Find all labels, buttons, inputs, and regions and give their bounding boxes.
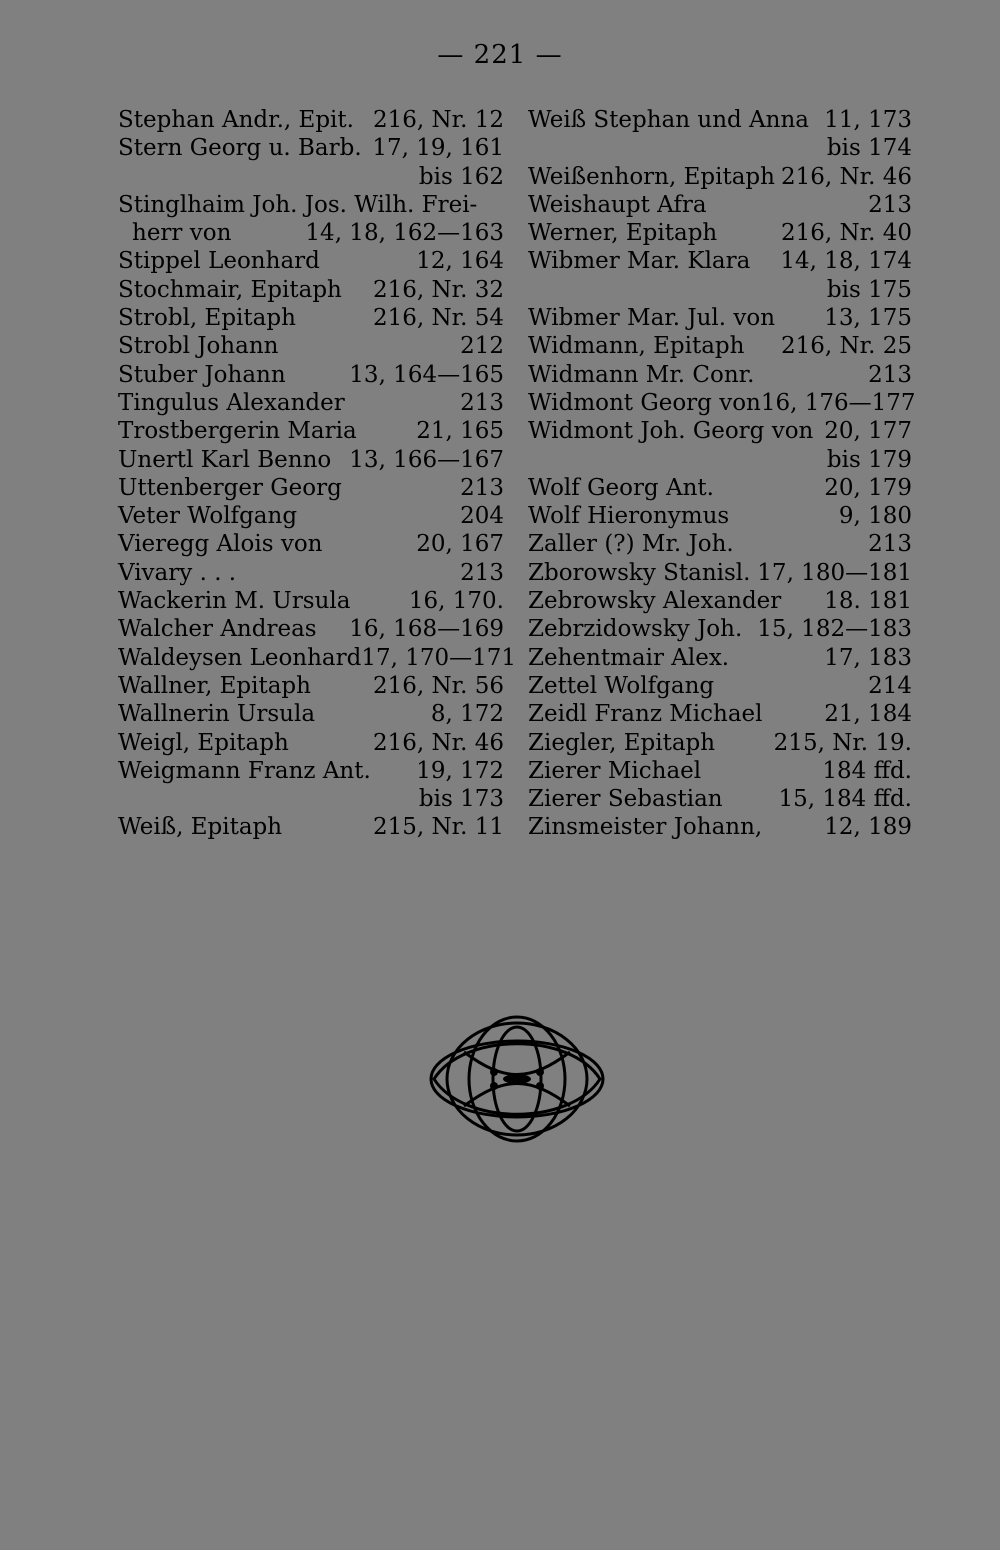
index-entry xyxy=(118,559,504,587)
index-entry xyxy=(528,502,912,530)
entry-page-ref: 13, 166—167 xyxy=(349,446,504,473)
entry-name xyxy=(528,446,542,474)
entry-name: Widmann, Epitaph xyxy=(528,333,745,360)
entry-page-ref: bis 173 xyxy=(418,786,504,813)
index-entry xyxy=(528,757,912,785)
entry-page-ref: bis 162 xyxy=(418,163,504,190)
entry-page-ref: 14, 18, 174 xyxy=(780,248,912,275)
index-entry xyxy=(118,502,504,530)
entry-name: Werner, Epitaph xyxy=(528,220,718,247)
entry-name: Trostbergerin Maria xyxy=(118,418,357,445)
entry-page-ref: 216, Nr. 46 xyxy=(780,163,912,190)
entry-page-ref: 17, 183 xyxy=(824,644,912,671)
index-column-left xyxy=(118,106,517,842)
entry-page-ref: 213 xyxy=(868,361,912,388)
index-entry xyxy=(118,389,504,417)
index-entry xyxy=(528,389,916,417)
entry-name: Weigl, Epitaph xyxy=(118,729,289,756)
index-entry xyxy=(118,106,504,134)
entry-name: Ziegler, Epitaph xyxy=(528,729,716,756)
index-entry xyxy=(528,163,912,191)
entry-page-ref: 17, 180—181 xyxy=(757,559,912,586)
index-entry xyxy=(528,559,912,587)
entry-name: Weiß Stephan und Anna xyxy=(528,107,809,133)
index-entry xyxy=(528,474,912,502)
index-entry xyxy=(528,644,912,672)
entry-name: Wackerin M. Ursula xyxy=(118,588,351,615)
index-entry xyxy=(528,813,912,841)
entry-name xyxy=(118,785,132,813)
entry-page-ref: 21, 184 xyxy=(824,701,912,728)
index-entry xyxy=(528,247,912,275)
entry-name: Wibmer Mar. Klara xyxy=(528,248,751,275)
entry-name: Zebrzidowsky Joh. xyxy=(528,616,743,643)
index-entry xyxy=(528,700,912,728)
entry-name: Wallnerin Ursula xyxy=(118,701,316,728)
index-entry xyxy=(118,361,504,389)
index-entry xyxy=(528,417,912,445)
entry-page-ref: bis 174 xyxy=(826,135,912,162)
entry-name: Widmont Joh. Georg von xyxy=(528,418,814,445)
index-entry xyxy=(118,304,504,332)
index-entry xyxy=(528,587,912,615)
entry-page-ref: 17, 19, 161 xyxy=(372,135,504,162)
index-entry xyxy=(528,530,912,558)
entry-page-ref: 8, 172 xyxy=(430,701,504,728)
entry-name: Uttenberger Georg xyxy=(118,474,342,501)
index-entry xyxy=(118,700,504,728)
entry-name: Weiß, Epitaph xyxy=(118,814,283,841)
entry-name: Stephan Andr., Epit. xyxy=(118,107,354,133)
entry-page-ref: 16, 170. xyxy=(408,588,504,615)
entry-name: Tingulus Alexander xyxy=(118,389,345,416)
entry-page-ref: 213 xyxy=(460,559,504,586)
index-entry xyxy=(528,106,912,134)
entry-name: Wolf Georg Ant. xyxy=(528,474,714,501)
index-entry xyxy=(528,785,912,813)
entry-page-ref: 216, Nr. 40 xyxy=(780,220,912,247)
index-column-right xyxy=(528,106,916,842)
entry-page-ref: 204 xyxy=(460,503,504,530)
entry-page-ref: 212 xyxy=(460,333,504,360)
entry-page-ref: 213 xyxy=(460,389,504,416)
entry-page-ref: 15, 182—183 xyxy=(757,616,912,643)
entry-page-ref: 216, Nr. 56 xyxy=(372,672,504,699)
entry-name: Zaller (?) Mr. Joh. xyxy=(528,531,734,558)
index-entry xyxy=(528,276,912,304)
entry-name: Walcher Andreas xyxy=(118,616,317,643)
index-entry xyxy=(528,191,912,219)
entry-page-ref: 215, Nr. 11 xyxy=(372,814,504,841)
index-entry xyxy=(118,191,504,219)
entry-name: Zebrowsky Alexander xyxy=(528,588,782,615)
entry-name: Zinsmeister Johann, xyxy=(528,814,763,841)
entry-page-ref: 214 xyxy=(868,672,912,699)
entry-name: Zierer Michael xyxy=(528,757,702,784)
entry-page-ref: 213 xyxy=(460,474,504,501)
entry-page-ref: 215, Nr. 19. xyxy=(773,729,912,756)
entry-name: Unertl Karl Benno xyxy=(118,446,332,473)
entry-page-ref: 15, 184 ffd. xyxy=(778,786,912,813)
index-entry xyxy=(118,813,504,841)
index-entry xyxy=(528,672,912,700)
index-entry xyxy=(118,729,504,757)
entry-name: Vieregg Alois von xyxy=(118,531,323,558)
entry-name: Strobl Johann xyxy=(118,333,279,360)
entry-name xyxy=(528,276,542,304)
entry-page-ref: 13, 175 xyxy=(824,305,912,332)
entry-name: Stuber Johann xyxy=(118,361,286,388)
entry-page-ref: 19, 172 xyxy=(416,757,504,784)
entry-page-ref: 16, 168—169 xyxy=(349,616,504,643)
entry-name xyxy=(528,134,542,162)
index-entry xyxy=(118,587,504,615)
entry-page-ref: 12, 189 xyxy=(824,814,912,841)
index-entry xyxy=(118,474,504,502)
entry-page-ref: 216, Nr. 46 xyxy=(372,729,504,756)
entry-name xyxy=(118,163,132,191)
index-entry xyxy=(118,219,504,247)
entry-name: Weißenhorn, Epitaph xyxy=(528,163,775,190)
index-entry xyxy=(118,134,504,162)
entry-page-ref: 216, Nr. 12 xyxy=(372,107,504,133)
entry-name: Stinglhaim Joh. Jos. Wilh. Frei- xyxy=(118,191,478,218)
entry-name: Zehentmair Alex. xyxy=(528,644,730,671)
entry-name: Wallner, Epitaph xyxy=(118,672,311,699)
entry-page-ref: 14, 18, 162—163 xyxy=(305,220,504,247)
entry-name: Weishaupt Afra xyxy=(528,191,707,218)
entry-name: Zborowsky Stanisl. xyxy=(528,559,751,586)
entry-name: Zeidl Franz Michael xyxy=(528,701,763,728)
index-entry xyxy=(528,134,912,162)
index-entry xyxy=(118,446,504,474)
entry-page-ref: 16, 176—177 xyxy=(760,389,916,416)
index-entry xyxy=(118,332,504,360)
index-entry xyxy=(528,304,912,332)
entry-page-ref: 20, 167 xyxy=(416,531,504,558)
entry-name: Strobl, Epitaph xyxy=(118,305,296,332)
index-entry xyxy=(528,729,912,757)
entry-page-ref: 213 xyxy=(868,531,912,558)
index-entry xyxy=(528,615,912,643)
entry-name: Stippel Leonhard xyxy=(118,248,320,275)
entry-name: Zettel Wolfgang xyxy=(528,672,715,699)
entry-name: Veter Wolfgang xyxy=(118,503,298,530)
entry-name: Zierer Sebastian xyxy=(528,786,723,813)
entry-name: Stern Georg u. Barb. xyxy=(118,135,362,162)
entry-page-ref: 11, 173 xyxy=(824,107,912,133)
entry-page-ref: 184 ffd. xyxy=(822,757,912,784)
index-entry xyxy=(118,530,504,558)
entry-name: herr von xyxy=(132,220,232,247)
entry-page-ref: 18. 181 xyxy=(824,588,912,615)
index-entry xyxy=(118,785,504,813)
index-entry xyxy=(118,247,504,275)
entry-name: Wibmer Mar. Jul. von xyxy=(528,305,776,332)
decorative-flourish-ornament xyxy=(424,1012,610,1146)
entry-page-ref: 216, Nr. 32 xyxy=(372,276,504,303)
index-entry xyxy=(528,446,912,474)
entry-page-ref: 216, Nr. 25 xyxy=(780,333,912,360)
index-entry xyxy=(118,163,504,191)
entry-page-ref: 213 xyxy=(868,191,912,218)
entry-page-ref: 20, 177 xyxy=(824,418,912,445)
entry-name: Widmont Georg von xyxy=(528,389,761,416)
index-entry xyxy=(528,361,912,389)
entry-page-ref: 12, 164 xyxy=(416,248,504,275)
index-entry xyxy=(118,644,517,672)
index-entry xyxy=(118,757,504,785)
entry-page-ref: bis 179 xyxy=(826,446,912,473)
entry-page-ref: 13, 164—165 xyxy=(349,361,504,388)
entry-name: Wolf Hieronymus xyxy=(528,503,730,530)
entry-page-ref: 9, 180 xyxy=(838,503,912,530)
entry-page-ref: bis 175 xyxy=(826,276,912,303)
index-entry xyxy=(118,417,504,445)
page-number: — 221 — xyxy=(437,40,563,70)
index-entry xyxy=(528,219,912,247)
entry-name: Vivary . . . xyxy=(118,559,237,586)
entry-name: Stochmair, Epitaph xyxy=(118,276,342,303)
entry-page-ref: 21, 165 xyxy=(416,418,504,445)
entry-name: Widmann Mr. Conr. xyxy=(528,361,755,388)
entry-name: Weigmann Franz Ant. xyxy=(118,757,371,784)
entry-page-ref: 17, 170—171 xyxy=(361,644,517,671)
entry-page-ref: 216, Nr. 54 xyxy=(372,305,504,332)
entry-page-ref: 20, 179 xyxy=(824,474,912,501)
index-entry xyxy=(118,276,504,304)
index-entry xyxy=(528,332,912,360)
index-entry xyxy=(118,672,504,700)
entry-name: Waldeysen Leonhard xyxy=(118,644,362,671)
index-entry xyxy=(118,615,504,643)
